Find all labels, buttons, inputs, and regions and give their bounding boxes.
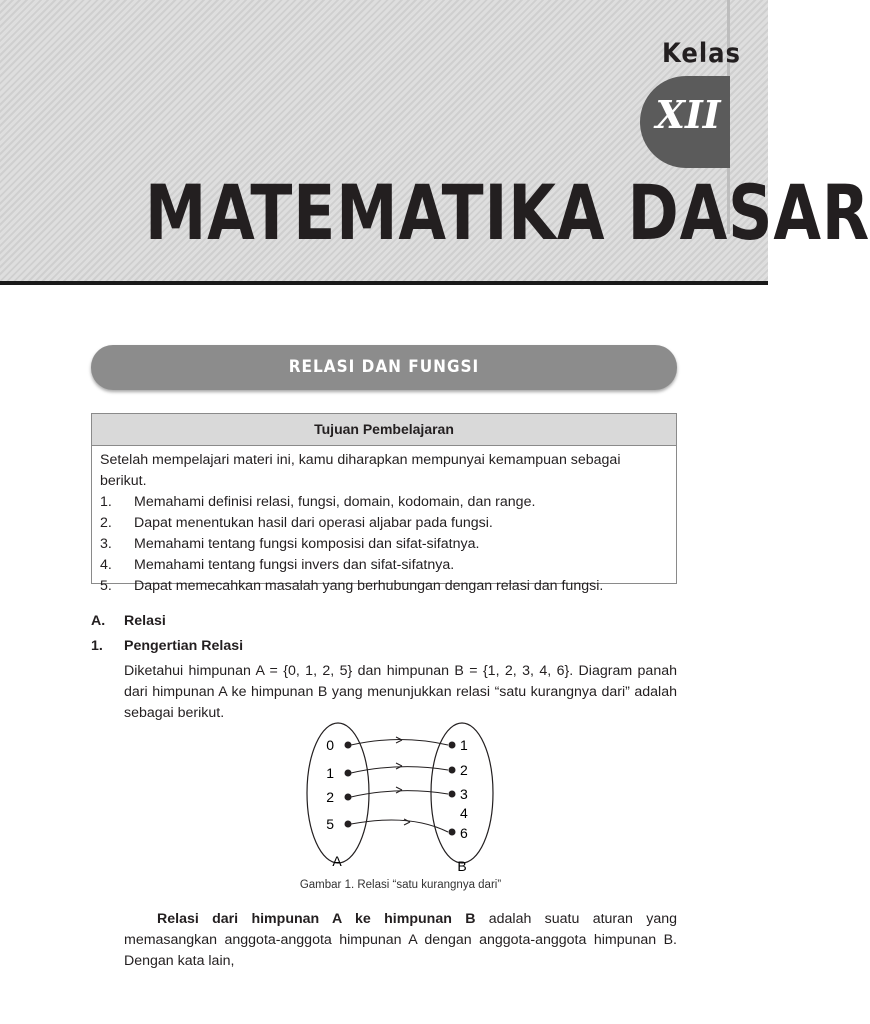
header-divider: [0, 281, 768, 285]
objective-text: Memahami tentang fungsi invers dan sifat-sifatnya.: [134, 557, 455, 573]
objective-text: Memahami tentang fungsi komposisi dan sifat-sifatnya.: [134, 536, 480, 552]
set-a-ellipse: [307, 723, 369, 863]
set-b-element: 2: [460, 762, 468, 778]
arrow-diagram: [290, 718, 500, 878]
set-b-element: 1: [460, 737, 468, 753]
set-a-element: 2: [326, 789, 334, 805]
objective-item: [100, 513, 668, 534]
relation-arrow: [351, 740, 448, 746]
objective-number: 4.: [100, 557, 112, 573]
set-b-point: [449, 791, 456, 798]
book-title: MATEMATIKA DASAR: [145, 168, 870, 257]
set-a-label: A: [332, 853, 342, 869]
learning-objectives-box: [91, 413, 677, 594]
set-b-label: B: [457, 858, 467, 874]
objective-number: 5.: [100, 578, 112, 594]
objective-text: Dapat memecahkan masalah yang berhubungan dengan relasi dan fungsi.: [134, 578, 604, 594]
set-b-point: [449, 767, 456, 774]
set-b-point: [449, 742, 456, 749]
intro-paragraph: Diketahui himpunan A = {0, 1, 2, 5} dan himpunan B = {1, 2, 3, 4, 6}. Diagram panah dari himpunan A ke himpunan B yang menunjukkan relasi “satu kurangnya dari” adalah sebagai berikut.: [124, 663, 677, 721]
kelas-label: Kelas: [662, 38, 741, 69]
objective-number: 1.: [100, 494, 112, 510]
figure-caption: Gambar 1. Relasi “satu kurangnya dari”: [299, 879, 502, 891]
set-b-element: 4: [460, 805, 468, 821]
set-b-point: [449, 829, 456, 836]
objectives-heading: Tujuan Pembelajaran: [92, 414, 676, 446]
definition-text: adalah suatu aturan yang memasangkan anggota-anggota himpunan A dengan anggota-anggota himpunan B. Dengan kata lain,: [124, 911, 677, 969]
set-a-element: 0: [326, 737, 334, 753]
section-label: A.: [91, 613, 106, 629]
definition-term: Relasi dari himpunan A ke himpunan B: [157, 911, 476, 927]
objective-number: 3.: [100, 536, 112, 552]
grade-number: XII: [655, 92, 721, 137]
set-a-element: 5: [326, 816, 334, 832]
objective-number: 2.: [100, 515, 112, 531]
set-a-point: [345, 821, 352, 828]
set-a-point: [345, 794, 352, 801]
objectives-intro: Setelah mempelajari materi ini, kamu diharapkan mempunyai kemampuan sebagai berikut.: [100, 452, 621, 489]
objective-item: [100, 576, 668, 597]
definition-paragraph: [124, 909, 677, 972]
set-b-element: 6: [460, 825, 468, 841]
objective-item: [100, 534, 668, 555]
subsection-label: 1.: [91, 638, 103, 654]
set-a-point: [345, 742, 352, 749]
objective-item: [100, 555, 668, 576]
set-a-element: 1: [326, 765, 334, 781]
objective-item: [100, 492, 668, 513]
objective-text: Dapat menentukan hasil dari operasi aljabar pada fungsi.: [134, 515, 493, 531]
subsection-title: Pengertian Relasi: [124, 638, 244, 654]
chapter-title: RELASI DAN FUNGSI: [288, 357, 480, 377]
set-a-point: [345, 770, 352, 777]
section-title: Relasi: [124, 613, 166, 629]
objective-text: Memahami definisi relasi, fungsi, domain, kodomain, dan range.: [134, 494, 536, 510]
set-b-element: 3: [460, 786, 468, 802]
